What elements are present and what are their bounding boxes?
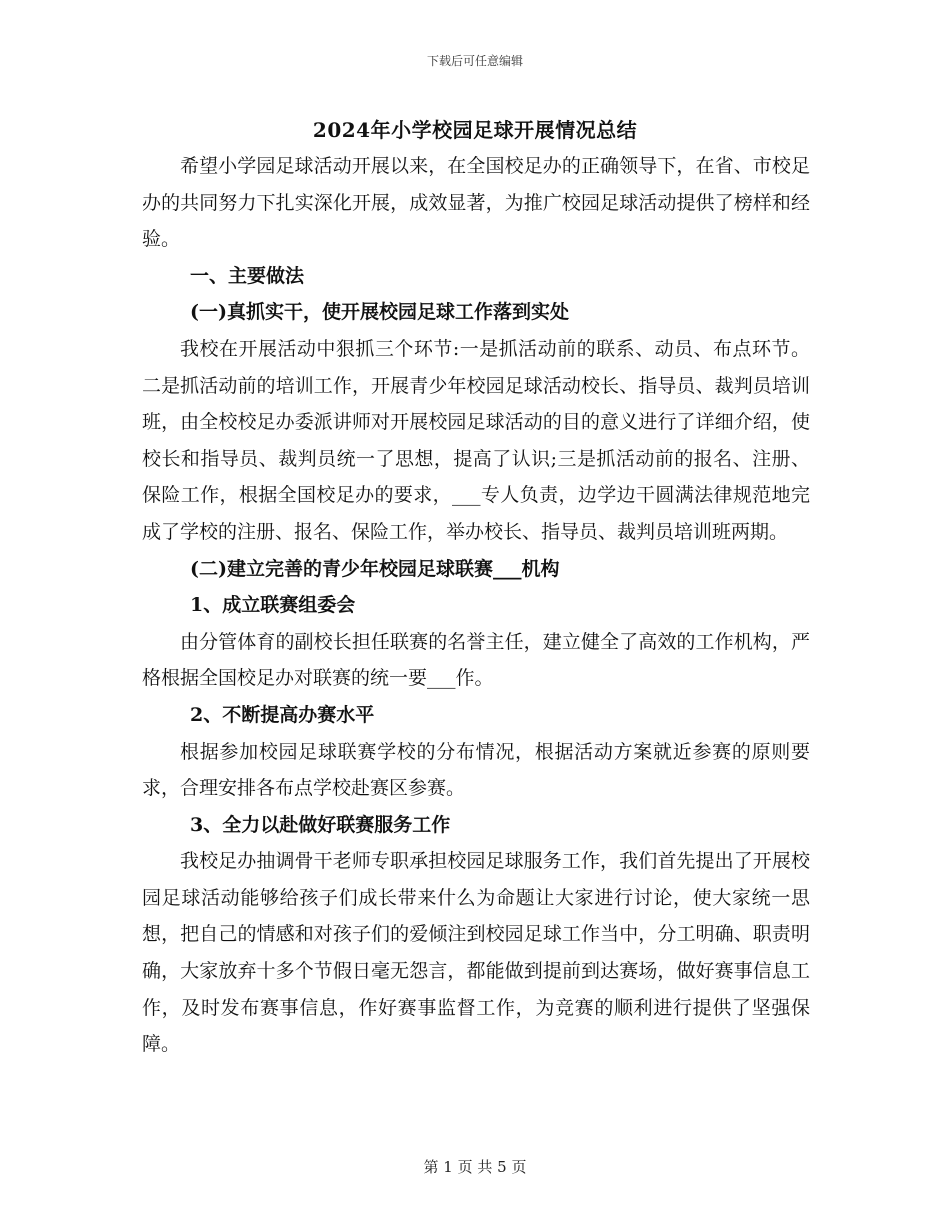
subsection-heading-2: (二)建立完善的青少年校园足球联赛___机构 (190, 557, 560, 580)
page-header-note: 下载后可任意编辑 (426, 54, 523, 68)
section-heading-main-practices: 一、主要做法 (190, 264, 305, 287)
subsection-1-paragraph: 我校在开展活动中狠抓三个环节:一是抓活动前的联系、动员、布点环节。二是抓活动前的培训工作，开展青少年校园足球活动校长、指导员、裁判员培训班，由全校校足办委派讲师对开展校园足球活动的目的意义进行了详细介绍，使校长和指导员、裁判员统一了思想，提高了认识;三是抓活动前的报名、注册、保险工作，根据全国校足办的要求，___专人负责，边学边干圆满法律规范地完成了学校的注册、报名、保险工作，举办校长、指导员、裁判员培训班两期。 (142, 337, 810, 543)
page-number: 第 1 页 共 5 页 (423, 1158, 527, 1176)
item-2-paragraph: 根据参加校园足球联赛学校的分布情况，根据活动方案就近参赛的原则要求，合理安排各布点学校赴赛区参赛。 (142, 740, 810, 800)
subsection-heading-1: (一)真抓实干，使开展校园足球工作落到实处 (190, 301, 569, 324)
intro-paragraph: 希望小学园足球活动开展以来，在全国校足办的正确领导下，在省、市校足办的共同努力下扎实深化开展，成效显著，为推广校园足球活动提供了榜样和经验。 (142, 155, 810, 251)
item-1-paragraph: 由分管体育的副校长担任联赛的名誉主任，建立健全了高效的工作机构，严格根据全国校足办对联赛的统一要___作。 (142, 630, 810, 690)
item-heading-2: 2、不断提高办赛水平 (190, 703, 375, 726)
document-body (142, 148, 810, 1063)
item-heading-3: 3、全力以赴做好联赛服务工作 (190, 813, 451, 836)
document-title: 2024年小学校园足球开展情况总结 (312, 118, 638, 142)
item-3-paragraph: 我校足办抽调骨干老师专职承担校园足球服务工作，我们首先提出了开展校园足球活动能够给孩子们成长带来什么为命题让大家进行讨论，使大家统一思想，把自己的情感和对孩子们的爱倾注到校园足球工作当中，分工明确、职责明确，大家放弃十多个节假日毫无怨言，都能做到提前到达赛场，做好赛事信息工作，及时发布赛事信息，作好赛事监督工作，为竞赛的顺利进行提供了坚强保障。 (142, 850, 810, 1056)
item-heading-1: 1、成立联赛组委会 (190, 594, 356, 617)
